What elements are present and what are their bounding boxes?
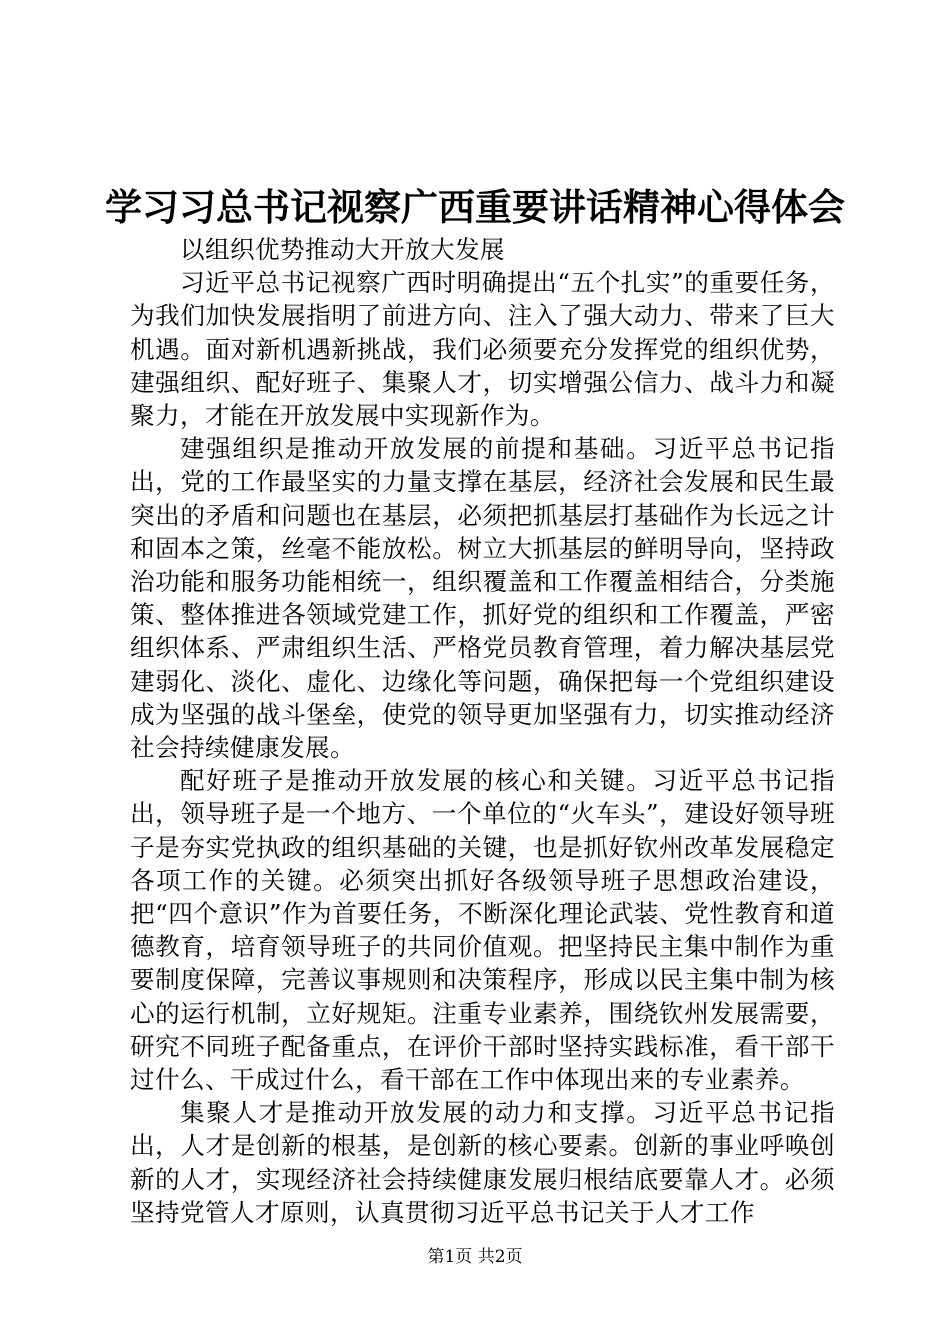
document-title: 学习习总书记视察广西重要讲话精神心得体会	[105, 185, 845, 229]
paragraph-build-organization: 建强组织是推动开放发展的前提和基础。习近平总书记指出，党的工作最坚实的力量支撑在基层，经济社会发展和民生最突出的矛盾和问题也在基层，必须把抓基层打基础作为长远之计和固本之策，丝毫不能放松。树立大抓基层的鲜明导向，坚持政治功能和服务功能相统一，组织覆盖和工作覆盖相结合，分类施策、整体推进各领域党建工作，抓好党的组织和工作覆盖，严密组织体系、严肃组织生活、严格党员教育管理，着力解决基层党建弱化、淡化、虚化、边缘化等问题，确保把每一个党组织建设成为坚强的战斗堡垒，使党的领导更加坚强有力，切实推动经济社会持续健康发展。	[130, 434, 835, 763]
paragraph-gather-talent: 集聚人才是推动开放发展的动力和支撑。习近平总书记指出，人才是创新的根基，是创新的核心要素。创新的事业呼唤创新的人才，实现经济社会持续健康发展归根结底要靠人才。必须坚持党管人才原则，认真贯彻习近平总书记关于人才工作	[130, 1098, 835, 1227]
paragraph-intro: 习近平总书记视察广西时明确提出“五个扎实”的重要任务，为我们加快发展指明了前进方向、注入了强大动力、带来了巨大机遇。面对新机遇新挑战，我们必须要充分发挥党的组织优势，建强组织、配好班子、集聚人才，切实增强公信力、战斗力和凝聚力，才能在开放发展中实现新作为。	[130, 268, 835, 431]
page-footer: 第1页 共2页	[427, 1247, 523, 1267]
paragraph-leadership-team: 配好班子是推动开放发展的核心和关键。习近平总书记指出，领导班子是一个地方、一个单位的“火车头”，建设好领导班子是夯实党执政的组织基础的关键，也是抓好钦州改革发展稳定各项工作的关键。必须突出抓好各级领导班子思想政治建设，把“四个意识”作为首要任务，不断深化理论武装、党性教育和道德教育，培育领导班子的共同价值观。把坚持民主集中制作为重要制度保障，完善议事规则和决策程序，形成以民主集中制为核心的运行机制，立好规矩。注重专业素养，围绕钦州发展需要，研究不同班子配备重点，在评价干部时坚持实践标准，看干部干过什么、干成过什么，看干部在工作中体现出来的专业素养。	[130, 766, 835, 1095]
document-subtitle: 以组织优势推动大开放大发展	[180, 235, 505, 264]
document-body	[130, 233, 835, 1229]
